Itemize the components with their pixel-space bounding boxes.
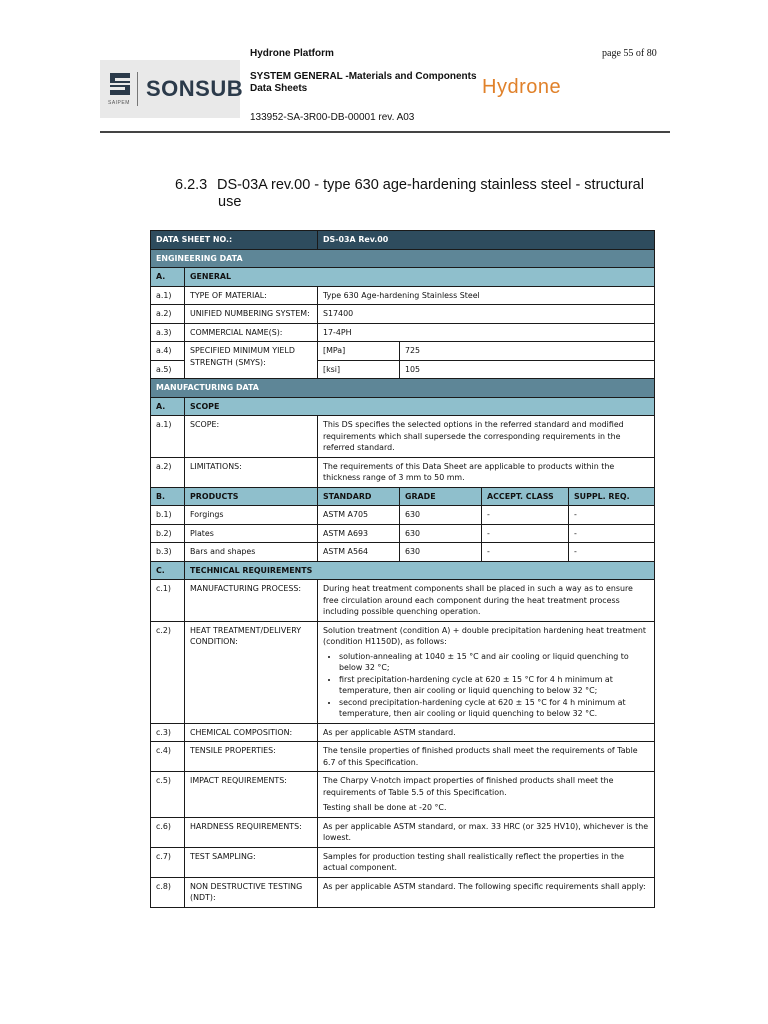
product-grade: 630 xyxy=(400,543,482,562)
row-label: IMPACT REQUIREMENTS: xyxy=(185,772,318,818)
row-id: c.6) xyxy=(151,817,185,847)
header-platform: Hydrone Platform xyxy=(250,48,334,59)
product-accept: - xyxy=(482,524,569,543)
section-heading xyxy=(175,177,655,211)
list-item: • solution-annealing at 1040 ± 15 °C and air cooling or liquid quenching to below 32 °C; xyxy=(339,651,649,674)
products-id: B. xyxy=(151,487,185,506)
product-suppl: - xyxy=(569,506,655,525)
section-number: 6.2.3 xyxy=(175,177,208,193)
row-label: HEAT TREATMENT/DELIVERY CONDITION: xyxy=(185,621,318,723)
suppl-req-heading: SUPPL. REQ. xyxy=(569,487,655,506)
smys-unit-ksi: [ksi] xyxy=(318,360,400,379)
impact-text-2: Testing shall be done at -20 °C. xyxy=(323,803,447,812)
product-name: Forgings xyxy=(185,506,318,525)
accept-class-heading: ACCEPT. CLASS xyxy=(482,487,569,506)
product-row xyxy=(151,524,655,543)
grade-heading: GRADE xyxy=(400,487,482,506)
row-id: a.1) xyxy=(151,416,185,458)
general-heading: GENERAL xyxy=(185,268,655,287)
row-value: As per applicable ASTM standard, or max. 33 HRC (or 325 HV10), whichever is the lowest. xyxy=(318,817,655,847)
products-heading: PRODUCTS xyxy=(185,487,318,506)
smys-label: SPECIFIED MINIMUM YIELD STRENGTH (SMYS): xyxy=(185,342,318,379)
row-label: MANUFACTURING PROCESS: xyxy=(185,580,318,622)
row-id: a.1) xyxy=(151,286,185,305)
row-label: TENSILE PROPERTIES: xyxy=(185,742,318,772)
product-grade: 630 xyxy=(400,524,482,543)
row-value: As per applicable ASTM standard. The following specific requirements shall apply: xyxy=(318,877,655,907)
page-number: page 55 of 80 xyxy=(602,48,657,59)
sonsub-logo xyxy=(100,60,244,118)
row-label: CHEMICAL COMPOSITION: xyxy=(185,723,318,742)
smys-row-mpa xyxy=(151,342,655,361)
row-value: The requirements of this Data Sheet are applicable to products within the thickness range of 3 mm to 50 mm. xyxy=(318,457,655,487)
product-suppl: - xyxy=(569,524,655,543)
row-value xyxy=(318,621,655,723)
smys-value-ksi: 105 xyxy=(400,360,655,379)
technical-requirements-row xyxy=(151,561,655,580)
standard-heading: STANDARD xyxy=(318,487,400,506)
tech-id: C. xyxy=(151,561,185,580)
manufacturing-data-row xyxy=(151,379,655,398)
header-system xyxy=(250,71,477,95)
product-standard: ASTM A693 xyxy=(318,524,400,543)
row-id: a.2) xyxy=(151,305,185,324)
sonsub-name: SONSUB xyxy=(146,76,244,101)
row-value: Type 630 Age-hardening Stainless Steel xyxy=(318,286,655,305)
row-id: c.3) xyxy=(151,723,185,742)
row-label: TEST SAMPLING: xyxy=(185,847,318,877)
datasheet-number-row xyxy=(151,231,655,250)
saipem-text: SAIPEM xyxy=(108,100,130,106)
row-value: As per applicable ASTM standard. xyxy=(318,723,655,742)
row-label: TYPE OF MATERIAL: xyxy=(185,286,318,305)
row-value: 17-4PH xyxy=(318,323,655,342)
row-id: c.5) xyxy=(151,772,185,818)
list-item: • second precipitation-hardening cycle at 620 ± 15 °C for 4 h minimum at temperature, then air cooling or liquid quenching to below 32 °C. xyxy=(339,697,649,720)
general-id: A. xyxy=(151,268,185,287)
data-sheet-table xyxy=(150,230,655,908)
row-id: b.3) xyxy=(151,543,185,562)
products-header-row xyxy=(151,487,655,506)
table-row xyxy=(151,305,655,324)
product-grade: 630 xyxy=(400,506,482,525)
table-row xyxy=(151,286,655,305)
table-row xyxy=(151,323,655,342)
system-line-1: SYSTEM GENERAL -Materials and Components xyxy=(250,71,477,82)
impact-text-1: The Charpy V-notch impact properties of finished products shall meet the requirements of Table 5.5 of this Specification. xyxy=(323,776,614,797)
hydrone-logo: Hydrone xyxy=(482,76,562,98)
table-row xyxy=(151,457,655,487)
row-id: a.3) xyxy=(151,323,185,342)
row-label: NON DESTRUCTIVE TESTING (NDT): xyxy=(185,877,318,907)
table-row xyxy=(151,580,655,622)
engineering-data-heading: ENGINEERING DATA xyxy=(151,249,655,268)
section-title-line-1: DS-03A rev.00 - type 630 age-hardening stainless steel - structural xyxy=(217,177,644,193)
product-accept: - xyxy=(482,506,569,525)
general-row xyxy=(151,268,655,287)
product-suppl: - xyxy=(569,543,655,562)
datasheet-number-value: DS-03A Rev.00 xyxy=(318,231,655,250)
row-value: The tensile properties of finished products shall meet the requirements of Table 6.7 of this Specification. xyxy=(318,742,655,772)
row-id: c.2) xyxy=(151,621,185,723)
engineering-data-row xyxy=(151,249,655,268)
table-row xyxy=(151,742,655,772)
row-id: b.2) xyxy=(151,524,185,543)
row-id: c.1) xyxy=(151,580,185,622)
row-label: COMMERCIAL NAME(S): xyxy=(185,323,318,342)
row-id: c.7) xyxy=(151,847,185,877)
scope-id: A. xyxy=(151,397,185,416)
row-label: LIMITATIONS: xyxy=(185,457,318,487)
row-value: During heat treatment components shall be placed in such a way as to ensure free circulation around each component during the heat treatment process including possible quenching operation. xyxy=(318,580,655,622)
row-value: Samples for production testing shall realistically reflect the properties in the actual component. xyxy=(318,847,655,877)
row-value: This DS specifies the selected options in the referred standard and modified requirements which shall supersede the corresponding requirements in the referred standard. xyxy=(318,416,655,458)
smys-value-mpa: 725 xyxy=(400,342,655,361)
row-label: UNIFIED NUMBERING SYSTEM: xyxy=(185,305,318,324)
tech-heading: TECHNICAL REQUIREMENTS xyxy=(185,561,655,580)
row-id: b.1) xyxy=(151,506,185,525)
datasheet-number-label: DATA SHEET NO.: xyxy=(151,231,318,250)
table-row xyxy=(151,723,655,742)
scope-row xyxy=(151,397,655,416)
table-row xyxy=(151,416,655,458)
row-value xyxy=(318,772,655,818)
heat-treatment-list xyxy=(323,651,649,720)
system-line-2: Data Sheets xyxy=(250,83,308,94)
row-id: a.5) xyxy=(151,360,185,379)
row-id: a.2) xyxy=(151,457,185,487)
manufacturing-data-heading: MANUFACTURING DATA xyxy=(151,379,655,398)
table-row xyxy=(151,621,655,723)
table-row xyxy=(151,877,655,907)
product-standard: ASTM A705 xyxy=(318,506,400,525)
table-row xyxy=(151,847,655,877)
row-value: S17400 xyxy=(318,305,655,324)
product-accept: - xyxy=(482,543,569,562)
row-id: a.4) xyxy=(151,342,185,361)
list-item: • first precipitation-hardening cycle at 620 ± 15 °C for 4 h minimum at temperature, then air cooling or liquid quenching to below 32 °C; xyxy=(339,674,649,697)
product-row xyxy=(151,543,655,562)
row-label: SCOPE: xyxy=(185,416,318,458)
scope-heading: SCOPE xyxy=(185,397,655,416)
product-name: Bars and shapes xyxy=(185,543,318,562)
smys-unit-mpa: [MPa] xyxy=(318,342,400,361)
row-id: c.8) xyxy=(151,877,185,907)
product-name: Plates xyxy=(185,524,318,543)
saipem-mark-icon xyxy=(110,73,130,97)
table-row xyxy=(151,817,655,847)
header-divider xyxy=(100,131,670,133)
heat-treatment-intro: Solution treatment (condition A) + double precipitation hardening heat treatment (condition H1150D), as follows: xyxy=(323,625,646,646)
product-row xyxy=(151,506,655,525)
section-title-line-2: use xyxy=(218,194,242,210)
doc-number: 133952-SA-3R00-DB-00001 rev. A03 xyxy=(250,112,415,123)
table-row xyxy=(151,772,655,818)
product-standard: ASTM A564 xyxy=(318,543,400,562)
logo-separator xyxy=(137,72,138,106)
row-label: HARDNESS REQUIREMENTS: xyxy=(185,817,318,847)
row-id: c.4) xyxy=(151,742,185,772)
